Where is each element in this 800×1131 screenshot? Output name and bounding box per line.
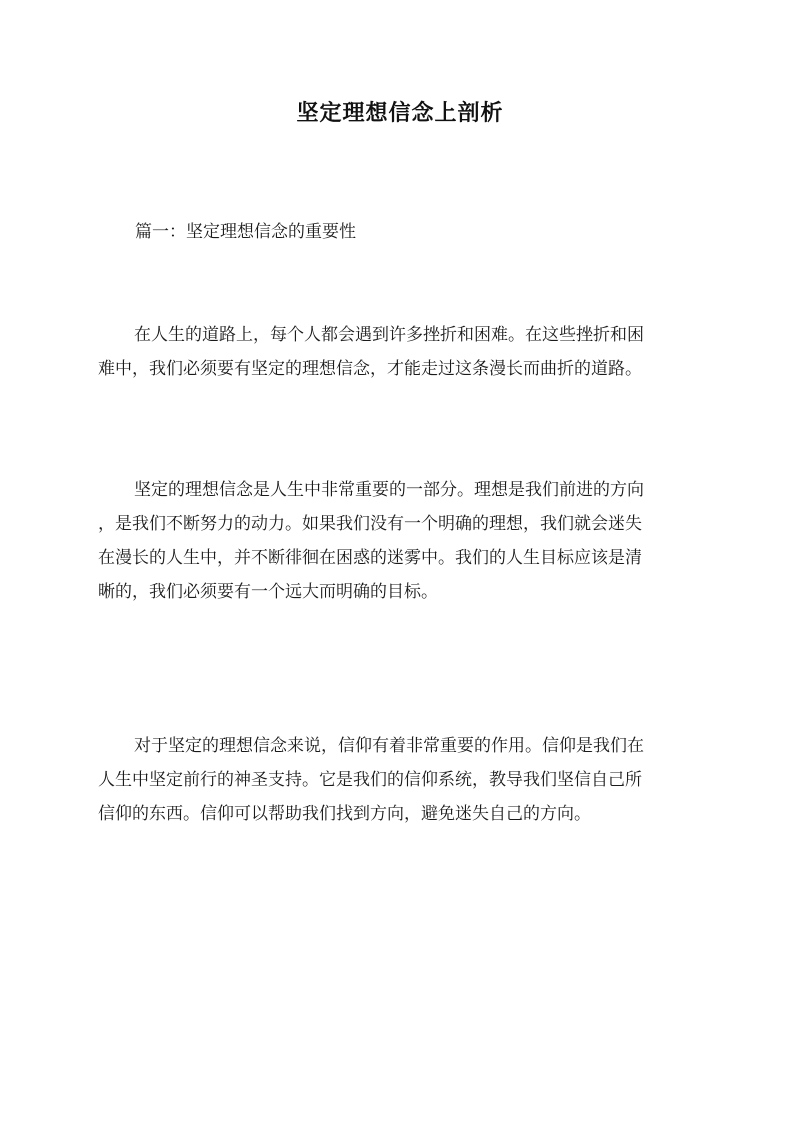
page-title: 坚定理想信念上剖析 xyxy=(296,100,504,126)
paragraph-1 xyxy=(98,318,702,386)
paragraph-line: 晰的，我们必须要有一个远大而明确的目标。 xyxy=(98,582,438,602)
paragraph-line: ，是我们不断努力的动力。如果我们没有一个明确的理想，我们就会迷失 xyxy=(98,514,642,534)
paragraph-line: 人生中坚定前行的神圣支持。它是我们的信仰系统，教导我们坚信自己所 xyxy=(98,770,642,790)
paragraph-line: 在漫长的人生中，并不断徘徊在困惑的迷雾中。我们的人生目标应该是清 xyxy=(98,548,642,568)
paragraph-line: 对于坚定的理想信念来说，信仰有着非常重要的作用。信仰是我们在 xyxy=(134,736,644,756)
paragraph-line: 在人生的道路上，每个人都会遇到许多挫折和困难。在这些挫折和困 xyxy=(134,325,644,345)
paragraph-line: 难中，我们必须要有坚定的理想信念，才能走过这条漫长而曲折的道路。 xyxy=(98,359,642,379)
paragraph-line: 信仰的东西。信仰可以帮助我们找到方向，避免迷失自己的方向。 xyxy=(98,804,591,824)
paragraph-2 xyxy=(98,473,702,609)
paragraph-line: 坚定的理想信念是人生中非常重要的一部分。理想是我们前进的方向 xyxy=(134,480,644,500)
paragraph-3 xyxy=(98,729,702,831)
section-heading: 篇一：坚定理想信念的重要性 xyxy=(135,222,356,242)
